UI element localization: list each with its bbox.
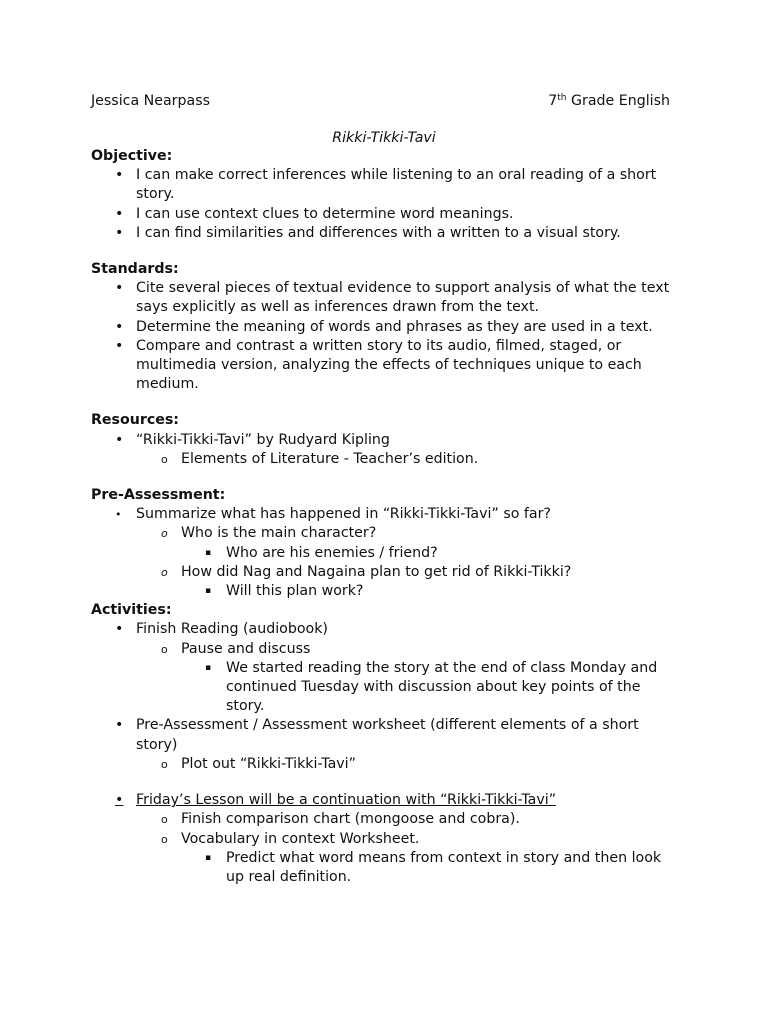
objective-heading: Objective: [91,148,173,164]
grade-superscript: th [557,93,567,103]
bullet-icon: • [115,337,124,354]
circle-bullet-icon: o [161,642,168,656]
circle-bullet-icon: o [161,452,168,466]
lesson-title: Rikki-Tikki-Tavi [332,130,436,146]
standard-item: • Cite several pieces of textual evidence to support analysis of what the text says explicitly as well as inferences drawn from the text. [115,280,670,316]
activity-subitem: o Pause and discuss [91,640,681,659]
square-bullet-icon: ▪ [205,586,212,597]
objective-item: • I can use context clues to determine word meanings. [91,205,681,224]
spacer [91,243,681,260]
bullet-icon: • [115,205,124,222]
pre-assessment-question: o How did Nag and Nagaina plan to get rid of Rikki-Tikki? [91,563,681,582]
bullet-icon: • [115,167,124,184]
grade-number: 7 [548,93,558,109]
pre-assessment-item: • Summarize what has happened in “Rikki-Tikki-Tavi” so far? [91,505,681,524]
objective-item: • I can make correct inferences while listening to an oral reading of a short story. [115,167,657,203]
activity-item: • Finish Reading (audiobook) [91,620,681,639]
square-bullet-icon: ▪ [205,547,212,558]
pre-assessment-list [91,505,681,601]
spacer [91,774,681,791]
circle-bullet-icon: o [161,757,168,771]
activity-subitem: o Plot out “Rikki-Tikki-Tavi” [91,755,681,774]
activities-list [91,620,681,774]
spacer [91,469,681,486]
lesson-content [91,147,681,887]
spacer [91,394,681,411]
square-bullet-icon: ▪ [205,662,212,673]
bullet-icon: • [115,621,124,638]
bullet-icon: • [115,508,122,522]
objective-list [91,166,681,243]
resources-heading: Resources: [91,412,179,429]
bullet-icon: • [115,280,124,297]
bullet-icon: • [115,431,124,448]
bullet-icon: • [115,318,124,335]
circle-bullet-icon: o [161,832,168,846]
resource-item: • “Rikki-Tikki-Tavi” by Rudyard Kipling [91,431,681,450]
standard-item: • Determine the meaning of words and phrases as they are used in a text. [91,318,681,337]
pre-assessment-heading: Pre-Assessment: [91,487,226,504]
circle-bullet-icon: o [161,527,168,541]
friday-detail: ▪ Predict what word means from context in story and then look up real definition. [205,849,662,885]
activities-heading: Activities: [91,602,172,619]
objective-item: • I can find similarities and differences with a written to a visual story. [91,224,681,243]
circle-bullet-icon: o [161,565,168,579]
friday-subitem: o Vocabulary in context Worksheet. [91,830,681,849]
standards-list [91,279,681,394]
pre-assessment-subquestion: ▪ Will this plan work? [91,582,681,601]
course-name [548,92,670,111]
activity-detail: ▪ We started reading the story at the end of class Monday and continued Tuesday with discussion about key points of the story. [205,659,658,715]
pre-assessment-subquestion: ▪ Who are his enemies / friend? [91,544,681,563]
friday-lesson-item: • Friday’s Lesson will be a continuation with “Rikki-Tikki-Tavi” [91,791,681,810]
bullet-icon: • [115,792,124,809]
square-bullet-icon: ▪ [205,852,212,863]
bullet-icon: • [115,717,124,734]
bullet-icon: • [115,224,124,241]
header-line [91,92,670,112]
resources-list [91,431,681,469]
circle-bullet-icon: o [161,813,168,827]
standards-heading: Standards: [91,261,179,278]
pre-assessment-question: o Who is the main character? [91,524,681,543]
course-label: Grade English [566,93,670,109]
activity-item: • Pre-Assessment / Assessment worksheet (different elements of a short story) [115,717,639,753]
friday-list [91,791,681,887]
standard-item: • Compare and contrast a written story to its audio, filmed, staged, or multimedia version, analyzing the effects of techniques unique to each medium. [115,337,642,393]
author-name: Jessica Nearpass [91,93,210,109]
resource-subitem: o Elements of Literature - Teacher’s edition. [91,450,681,469]
friday-subitem: o Finish comparison chart (mongoose and cobra). [91,810,681,829]
